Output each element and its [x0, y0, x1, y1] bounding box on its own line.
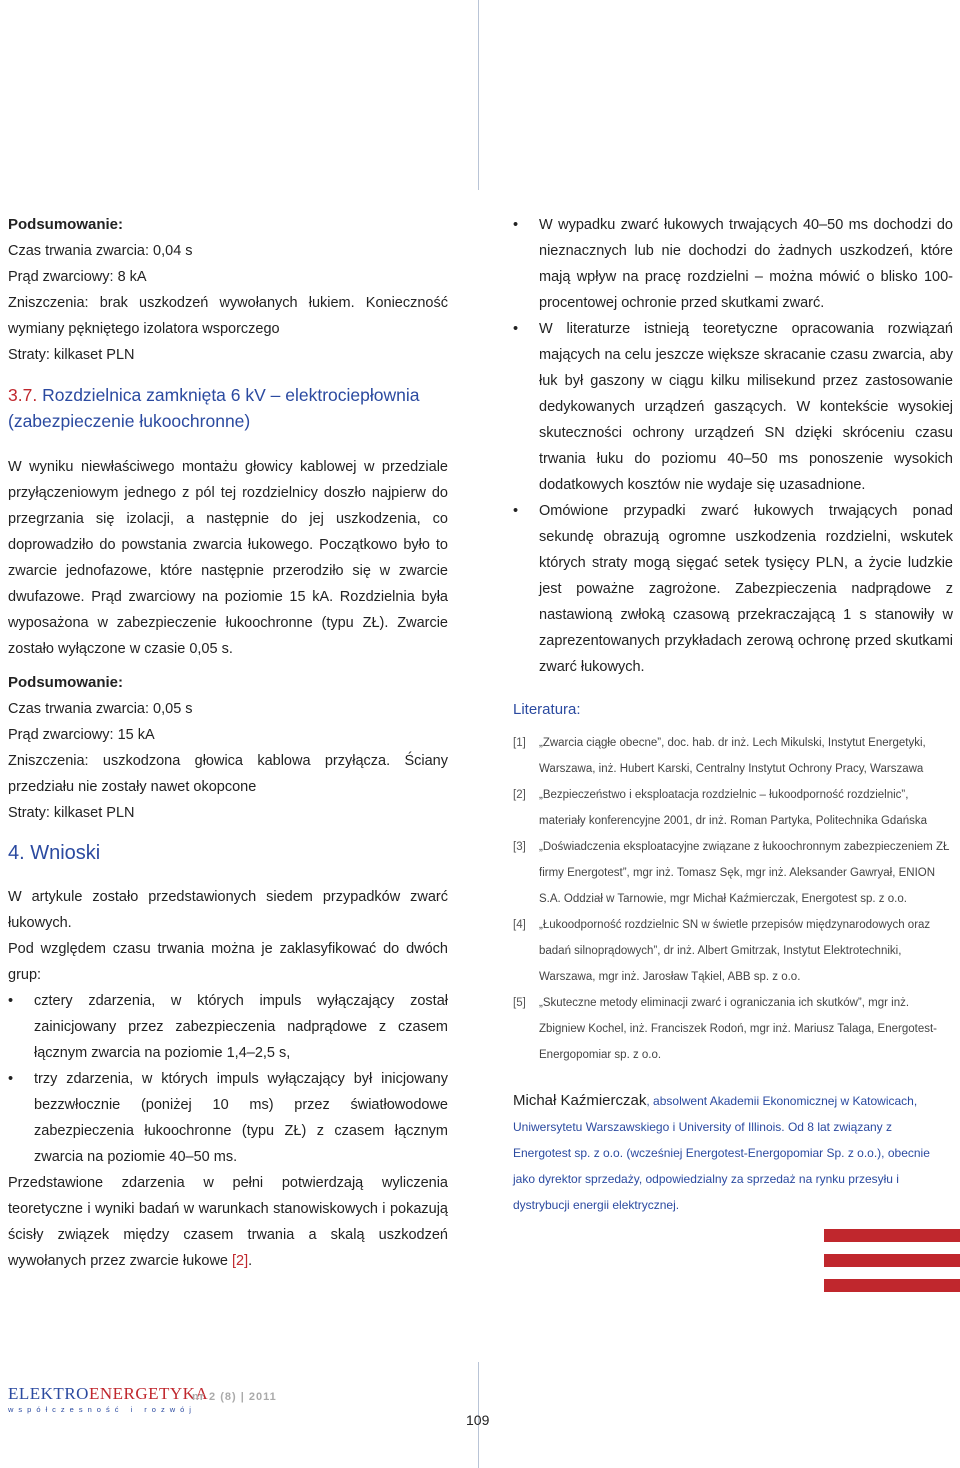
list-item: • Omówione przypadki zwarć łukowych trwających ponad sekundę obrazują ogromne uszkodzenia rozdzielni, wskutek których straty mogą sięgać setek tysięcy PLN, a życie ludzkie jest poważne zagrożone. Zabezpieczenia nadprądowe z nastawioną zwłoką czasową przekraczającą 1 s stanowiły w zaprezentowanych przykładach zerową ochronę przed skutkami zwarć łukowych.	[513, 498, 953, 680]
bullet-icon: •	[513, 217, 519, 233]
list-item: • trzy zdarzenia, w których impuls wyłączający był inicjowany bezzwłocznie (poniżej 10 ms) przez światłowodowe zabezpieczenia łukoochronne (typu ZŁ) z czasem łącznym zwarcia na poziomie 40–50 ms.	[8, 1066, 448, 1170]
bullet-icon: •	[8, 1071, 14, 1087]
issue-number: nr 2 (8) | 2011	[192, 1391, 277, 1403]
summary1-line: Zniszczenia: brak uszkodzeń wywołanych łukiem. Konieczność wymiany pękniętego izolatora wsporczego	[8, 295, 448, 337]
list-item: • cztery zdarzenia, w których impuls wyłączający został zainicjowany przez zabezpieczenia nadprądowe z czasem łącznym zwarcia na poziomie 1,4–2,5 s,	[8, 988, 448, 1066]
decorative-bar	[824, 1254, 960, 1267]
summary1-line: Prąd zwarciowy: 8 kA	[8, 269, 147, 285]
right-column	[513, 212, 953, 1218]
summary2-line: Straty: kilkaset PLN	[8, 805, 135, 821]
list-item: • W literaturze istnieją teoretyczne opracowania rozwiązań mających na celu jeszcze większe skracanie czasu zwarcia, aby łuk był gaszony w ciągu kilku milisekund przez zastosowanie dedykowanych urządzeń gaszących. W kontekście wysokiej skuteczności ochrony urządzeń SN dzięki skróceniu czasu trwania łuku do poziomu 40–50 ms ponoszenie wysokich dodatkowych kosztów nie wydaje się uzasadnione.	[513, 316, 953, 498]
magazine-logo: ELEKTROENERGETYKA współczesność i rozwój	[8, 1384, 209, 1414]
bullet-icon: •	[513, 321, 519, 337]
left-column	[8, 212, 448, 1274]
section-4-heading: 4. Wnioski	[8, 842, 101, 864]
summary2-line: Zniszczenia: uszkodzona głowica kablowa przyłącza. Ściany przedziału nie zostały nawet okopcone	[8, 753, 448, 795]
author-name: Michał Kaźmierczak	[513, 1092, 647, 1109]
section-3-7-heading	[8, 382, 448, 434]
reference-item: [2] „Bezpieczeństwo i eksploatacja rozdzielnic – łukoodporność rozdzielnic”, materiały konferencyjne 2001, dr inż. Roman Partyka, Politechnika Gdańska	[513, 789, 928, 827]
section-4-bullet-list	[8, 988, 448, 1170]
reference-item: [4] „Łukoodporność rozdzielnic SN w świetle przepisów międzynarodowych oraz badań silnoprądowych”, dr inż. Albert Gmitrzak, Instytut Elektrotechniki, Warszawa, mgr inż. Jarosław Tąkiel, ABB sp. z o.o.	[513, 919, 931, 983]
author-note	[513, 1088, 953, 1218]
summary1-title: Podsumowanie:	[8, 216, 124, 233]
conclusions-bullet-list	[513, 212, 953, 680]
reference-item: [3] „Doświadczenia eksploatacyjne związane z łukoochronnym zabezpieczeniem ZŁ firmy Energotest”, mgr inż. Tomasz Sęk, mgr inż. Aleksander Gawryał, ENION S.A. Oddział w Tarnowie, mgr Michał Kaźmierczak, Energotest sp. z o.o.	[513, 841, 950, 905]
page-number: 109	[466, 1412, 490, 1428]
summary1-line: Straty: kilkaset PLN	[8, 347, 135, 363]
column-divider-top	[478, 0, 479, 190]
section-title: Rozdzielnica zamknięta 6 kV – elektrociepłownia (zabezpieczenie łukoochronne)	[8, 385, 420, 431]
conclusion-paragraph: Przedstawione zdarzenia w pełni potwierdzają wyliczenia teoretyczne i wyniki badań w warunkach stanowiskowych i pokazują ścisły związek między czasem trwania a skalą uszkodzeń wywołanych przez zwarcie łukowe [2].	[8, 1175, 448, 1269]
section-4-intro: W artykule zostało przedstawionych siedem przypadków zwarć łukowych.	[8, 889, 448, 931]
list-item: • W wypadku zwarć łukowych trwających 40–50 ms dochodzi do nieznacznych lub nie dochodzi do żadnych uszkodzeń, które mają wpływ na pracę rozdzielni – można mówić o blisko 100-procentowej ochronie przed skutkami zwarć.	[513, 212, 953, 316]
reference-link[interactable]: [2]	[232, 1253, 249, 1269]
decorative-bar	[824, 1229, 960, 1242]
literature-title: Literatura:	[513, 701, 581, 718]
reference-item: [1] „Zwarcia ciągłe obecne”, doc. hab. dr inż. Lech Mikulski, Instytut Energetyki, Warszawa, inż. Hubert Karski, Centralny Instytut Ochrony Pracy, Warszawa	[513, 737, 926, 775]
reference-item: [5] „Skuteczne metody eliminacji zwarć i ograniczania ich skutków”, mgr inż. Zbigniew Kochel, inż. Franciszek Rodoń, mgr inż. Mariusz Talaga, Energotest-Energopomiar sp. z o.o.	[513, 997, 937, 1061]
summary1-line: Czas trwania zwarcia: 0,04 s	[8, 243, 193, 259]
bullet-icon: •	[513, 503, 519, 519]
decorative-bar	[824, 1279, 960, 1292]
summary2-title: Podsumowanie:	[8, 674, 124, 691]
section-number: 3.7.	[8, 385, 38, 405]
bullet-icon: •	[8, 993, 14, 1009]
section-3-7-body: W wyniku niewłaściwego montażu głowicy kablowej w przedziale przyłączeniowym jednego z pól tej rozdzielnicy doszło najpierw do przegrzania się izolacji, a następnie do jej uszkodzenia, co doprowadziło do powstania zwarcia łukowego. Początkowo było to zwarcie jednofazowe, które następnie przerodziło się w zwarcie dwufazowe. Prąd zwarciowy na poziomie 15 kA. Rozdzielnia była wyposażona w zabezpieczenie łukoochronne (typu ZŁ). Zwarcie zostało wyłączone w czasie 0,05 s.	[8, 459, 448, 657]
author-bio: , absolwent Akademii Ekonomicznej w Katowicach, Uniwersytetu Warszawskiego i University of Illinois. Od 8 lat związany z Energotest sp. z o.o. (wcześniej Energotest-Energopomiar Sp. z o.o.), obecnie jako dyrektor sprzedaży, odpowiedzialny za sprzedaż na rynku przesyłu i dystrybucji energii elektrycznej.	[513, 1094, 930, 1212]
section-4-intro: Pod względem czasu trwania można je zaklasyfikować do dwóch grup:	[8, 941, 448, 983]
summary2-line: Czas trwania zwarcia: 0,05 s	[8, 701, 193, 717]
summary2-line: Prąd zwarciowy: 15 kA	[8, 727, 155, 743]
